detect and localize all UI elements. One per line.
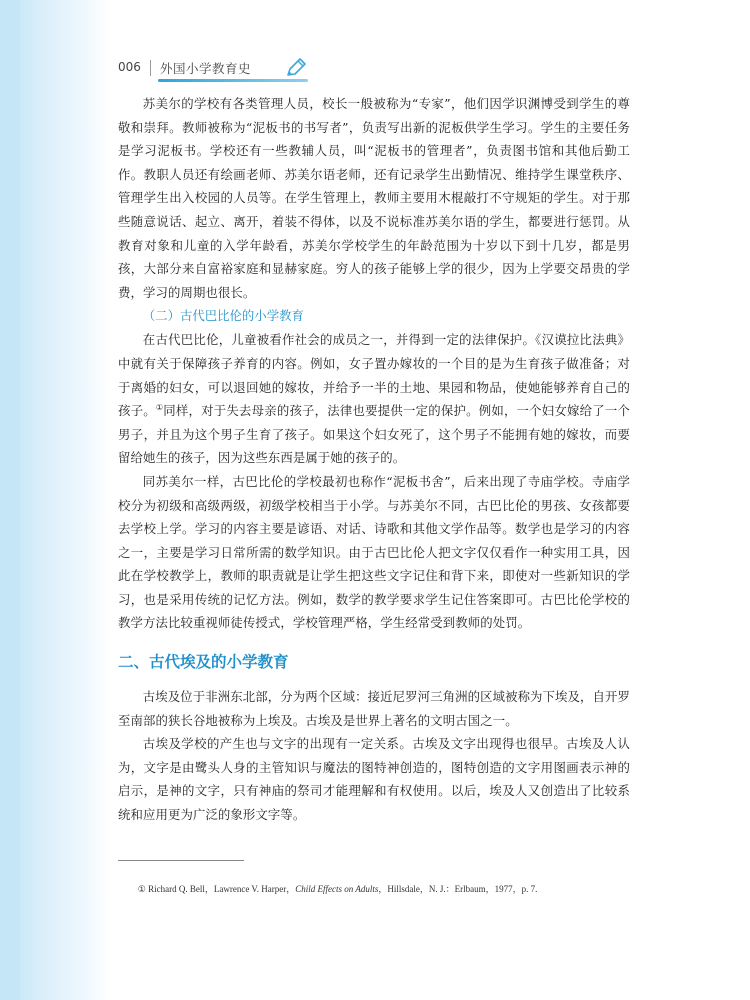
- page-number: 006: [118, 60, 141, 74]
- section-heading-egypt: 二、古代埃及的小学教育: [118, 653, 289, 672]
- pencil-icon: [284, 56, 308, 80]
- subsection-heading-babylon: （二）古代巴比伦的小学教育: [142, 308, 304, 324]
- paragraph-text: 同样，对于失去母亲的孩子，法律也要提供一定的保护。例如，一个妇女嫁给了一个男子，并且为这个男子生育了孩子。如果这个妇女死了，这个男子不能拥有她的嫁妆，而要留给她生的孩子，因为这些东西是属于她的孩子的。: [118, 403, 630, 466]
- paragraph-egypt-geography: 古埃及位于非洲东北部，分为两个区域：接近尼罗河三角洲的区域被称为下埃及，自开罗至南部的狭长谷地被称为上埃及。古埃及是世界上著名的文明古国之一。: [118, 689, 630, 728]
- paragraph-babylon-children-law: [118, 328, 630, 470]
- footnote-reference[interactable]: ①: [155, 403, 164, 412]
- header-divider: [150, 60, 151, 76]
- paragraph-babylon-schools: 同苏美尔一样，古巴比伦的学校最初也称作“泥板书舍”，后来出现了寺庙学校。寺庙学校分为初级和高级两级，初级学校相当于小学。与苏美尔不同，古巴比伦的男孩、女孩都要去学校上学。学习的内容主要是谚语、对话、诗歌和其他文学作品等。数学也是学习的内容之一，主要是学习日常所需的数学知识。由于古巴比伦人把文字仅仅看作一种实用工具，因此在学校教学上，教师的职责就是让学生把这些文字记住和背下来，即使对一些新知识的学习，也是采用传统的记忆方法。例如，数学的教学要求学生记住答案即可。古巴比伦学校的教学方法比较重视师徒传授式，学校管理严格，学生经常受到教师的处罚。: [118, 473, 630, 631]
- book-title: 外国小学教育史: [160, 61, 252, 76]
- footnote-book-title: Child Effects on Adults: [295, 884, 379, 894]
- footnote-publication: ，Hillsdale，N. J.：Erlbaum，1977，p. 7.: [378, 884, 538, 894]
- footnote-divider: [118, 860, 244, 861]
- footnote: [118, 882, 630, 896]
- paragraph-sumer-school-management: 苏美尔的学校有各类管理人员，校长一般被称为“专家”，他们因学识渊博受到学生的尊敬和崇拜。教师被称为“泥板书的书写者”，负责写出新的泥板供学生学习。学生的主要任务是学习泥板书。学校还有一些教辅人员，叫“泥板书的管理者”，负责图书馆和其他后勤工作。教职人员还有绘画老师、苏美尔语老师，还有记录学生出勤情况、维持学生课堂秩序、管理学生出入校园的人员等。在学生管理上，教师主要用木棍敲打不守规矩的学生。对于那些随意说话、起立、离开，着装不得体，以及不说标准苏美尔语的学生，都要进行惩罚。从教育对象和儿童的入学年龄看，苏美尔学校学生的年龄范围为十岁以下到十几岁，都是男孩，大部分来自富裕家庭和显赫家庭。穷人的孩子能够上学的很少，因为上学要交昂贵的学费，学习的周期也很长。: [118, 96, 630, 300]
- footnote-mark: ①: [137, 884, 146, 894]
- paragraph-text: 在古代巴比伦，儿童被看作社会的成员之一，并得到一定的法律保护。《汉谟拉比法典》中就有关于保障孩子养育的内容。例如，女子置办嫁妆的一个目的是为生育孩子做准备；对于离婚的妇女，可以退回她的嫁妆，并给予一半的土地、果园和物品，使她能够养育自己的孩子。: [118, 332, 630, 419]
- paragraph-egypt-writing: 古埃及学校的产生也与文字的出现有一定关系。古埃及文字出现得也很早。古埃及人认为，文字是由鹭头人身的主管知识与魔法的图特神创造的，图特创造的文字用图画表示神的启示，是神的文字，只有神庙的祭司才能理解和有权使用。以后，埃及人又创造出了比较系统和应用更为广泛的象形文字等。: [118, 736, 630, 823]
- footnote-authors: Richard Q. Bell，Lawrence V. Harper，: [148, 884, 296, 894]
- running-header: [118, 58, 338, 84]
- page-side-strip: [0, 0, 20, 1000]
- page-body: [118, 92, 630, 827]
